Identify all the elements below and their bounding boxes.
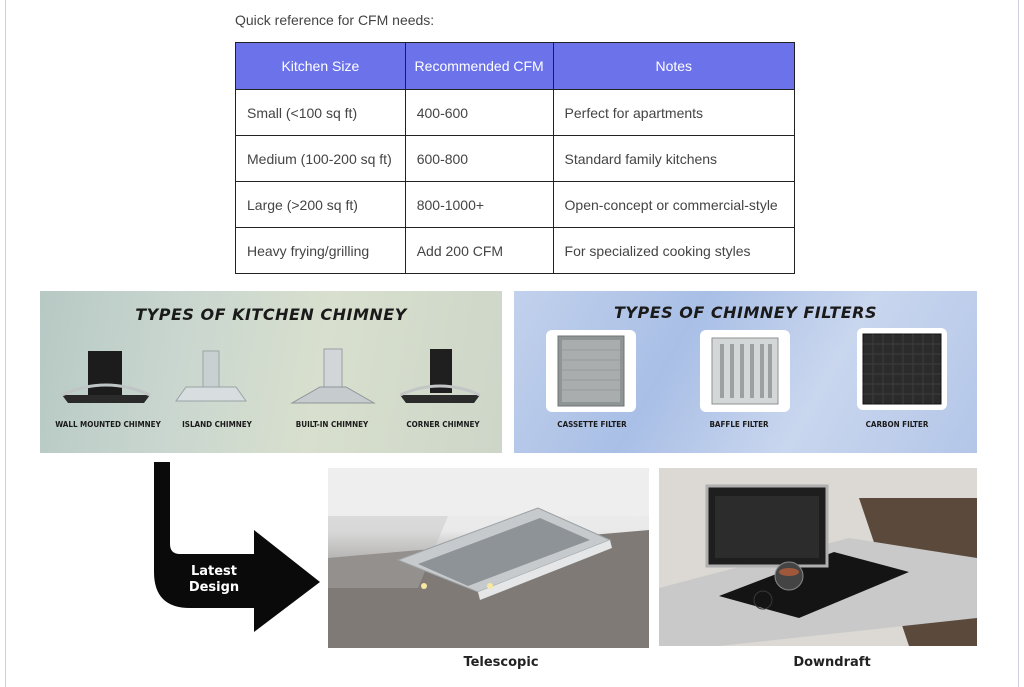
carbon-filter-card <box>857 328 947 410</box>
cell-notes: Standard family kitchens <box>553 136 794 182</box>
page-border-right <box>1018 0 1019 687</box>
cell-kitchen-size: Large (>200 sq ft) <box>236 182 406 228</box>
intro-text: Quick reference for CFM needs: <box>235 12 435 28</box>
caption-island: ISLAND CHIMNEY <box>182 420 252 429</box>
telescopic-caption: Telescopic <box>463 655 539 670</box>
cell-cfm: 800-1000+ <box>405 182 553 228</box>
cell-notes: Open-concept or commercial-style <box>553 182 794 228</box>
caption-carbon-filter: CARBON FILTER <box>865 420 929 429</box>
cassette-filter-icon <box>546 330 636 412</box>
cell-notes: Perfect for apartments <box>553 90 794 136</box>
cell-cfm: 600-800 <box>405 136 553 182</box>
table-row <box>236 90 795 136</box>
carbon-filter-icon <box>857 328 947 410</box>
corner-chimney-icon <box>400 349 480 403</box>
downdraft-chimney-photo <box>659 468 977 646</box>
cell-kitchen-size: Medium (100-200 sq ft) <box>236 136 406 182</box>
chimney-banner-title: TYPES OF KITCHEN CHIMNEY <box>135 305 407 324</box>
cell-cfm: Add 200 CFM <box>405 228 553 274</box>
wall-mounted-chimney-icon <box>62 351 150 403</box>
table-row <box>236 136 795 182</box>
table-header-row <box>236 43 795 90</box>
cell-kitchen-size: Heavy frying/grilling <box>236 228 406 274</box>
latest-design-arrow-icon <box>150 462 325 634</box>
baffle-filter-icon <box>700 330 790 412</box>
cfm-table <box>235 42 795 274</box>
page-border-left <box>5 0 6 687</box>
chimney-filter-types-banner <box>514 291 977 453</box>
built-in-chimney-icon <box>292 349 374 403</box>
table-row <box>236 228 795 274</box>
caption-baffle-filter: BAFFLE FILTER <box>709 420 769 429</box>
header-recommended-cfm: Recommended CFM <box>405 43 553 90</box>
island-chimney-icon <box>176 351 246 401</box>
caption-corner: CORNER CHIMNEY <box>406 420 480 429</box>
design-label: Design <box>188 580 240 595</box>
telescopic-chimney-photo <box>328 468 649 648</box>
header-kitchen-size: Kitchen Size <box>236 43 406 90</box>
table-row <box>236 182 795 228</box>
cell-kitchen-size: Small (<100 sq ft) <box>236 90 406 136</box>
baffle-filter-card <box>700 330 790 412</box>
cell-cfm: 400-600 <box>405 90 553 136</box>
cell-notes: For specialized cooking styles <box>553 228 794 274</box>
caption-built-in: BUILT-IN CHIMNEY <box>295 420 369 429</box>
downdraft-caption: Downdraft <box>793 655 871 670</box>
caption-cassette-filter: CASSETTE FILTER <box>557 420 627 429</box>
caption-wall-mounted: WALL MOUNTED CHIMNEY <box>55 420 161 429</box>
downdraft-chimney-illustration <box>659 468 977 646</box>
telescopic-chimney-illustration <box>328 468 649 648</box>
kitchen-chimney-types-banner <box>40 291 502 453</box>
header-notes: Notes <box>553 43 794 90</box>
latest-label: Latest <box>190 564 238 579</box>
filter-banner-title: TYPES OF CHIMNEY FILTERS <box>614 303 877 322</box>
cassette-filter-card <box>546 330 636 412</box>
